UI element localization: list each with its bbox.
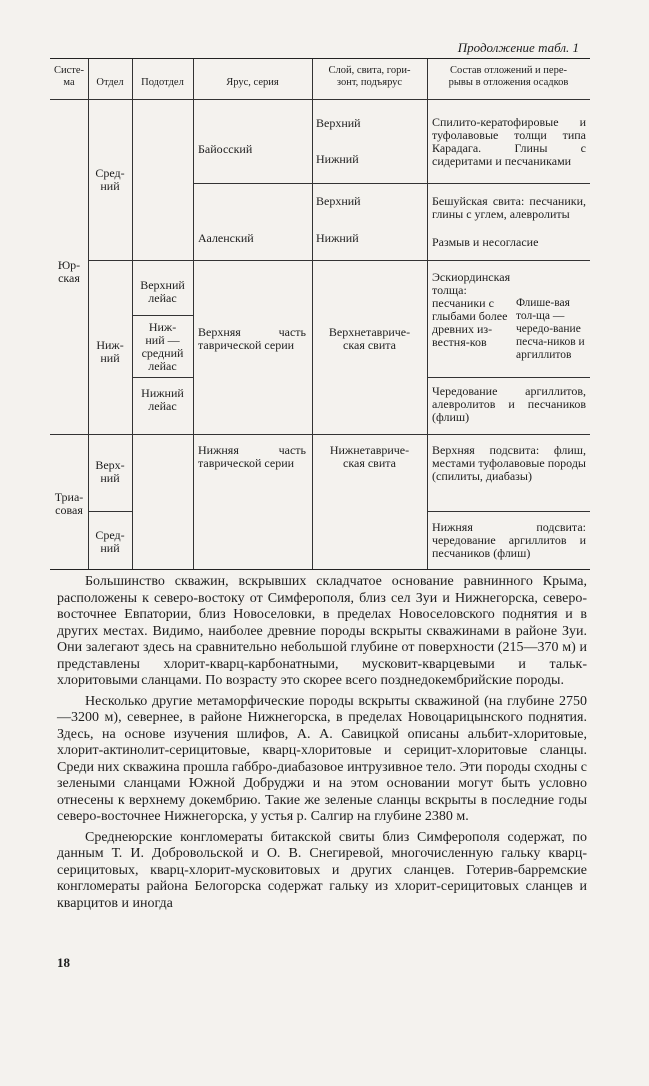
composition-flysch-band: Флише-вая тол-ща — чередо-вание песча-ников и аргиллитов [516, 297, 585, 361]
stage-bajocian: Байосский [198, 142, 253, 156]
layer-bajocian-lower: Нижний [316, 152, 359, 166]
paragraph-1: Большинство скважин, вскрывших складчатое основание равнинного Крыма, расположены к северо-востоку от Симферополя, близ сел Зуи и Нижнегорска, северо-восточнее Евпатории, близ Новоселовки, в пределах Новоселовского поднятия и в других местах. Видимо, наиболее древние породы вскрыты скважинами в районе Зуи. Они залегают здесь на сравнительно небольшой глубине от поверхности (215—370 м) и представлены хлорит-кварц-карбонатными, мусковит-кварцевыми и тальк-хлоритовыми сланцами. По возрасту это скорее всего позднедокембрийские породы. [57, 574, 587, 688]
paragraph-2: Несколько другие метаморфические породы вскрыты скважиной (на глубине 2750—3200 м), севернее, в районе Нижнегорска, в пределах Новоцарицынского поднятия. Здесь, на основе изучения шлифов, А. А. Савицкой описаны альбит-хлоритовые, хлорит-актинолит-серицитовые, кварц-хлоритовые и серицит-хлоритовые сланцы. Среди них скважина прошла габбро-диабазовое интрузивное тело. Эти породы сходны с зелеными сланцами Южной Добруджи и на этом основании могут быть условно отнесены к верхнему докембрию. Такие же зеленые сланцы вскрыты в последние годы северо-восточнее Нижнегорска, у устья р. Салгир на глубине 2380 м. [57, 693, 587, 824]
section-lower-jurassic: Ниж- ний [96, 338, 124, 365]
composition-lower-subsuite: Нижняя подсвита: чередование аргиллитов и песчаников (флиш) [432, 520, 586, 560]
header-stage: Ярус, серия [226, 77, 279, 88]
composition-lower-flysch: Чередование аргиллитов, алевролитов и песчаников (флиш) [432, 384, 586, 424]
layer-lower-taurian-suite: Нижнетавриче- ская свита [329, 443, 410, 470]
header-subsection: Подотдел [141, 77, 184, 88]
composition-aalenian-suite: Бешуйская свита: песчаники, глины с углем, алевролиты [432, 194, 586, 221]
subsection-lower-lias: Нижний лейас [141, 386, 184, 413]
table-continuation-caption: Продолжение табл. 1 [457, 40, 579, 55]
subsection-lower-middle-lias: Ниж- ний — средний лейас [141, 320, 184, 373]
composition-aalenian-erosion: Размыв и несогласие [432, 235, 539, 249]
layer-aalenian-upper: Верхний [316, 194, 361, 208]
header-section: Отдел [96, 77, 124, 88]
composition-upper-subsuite: Верхняя подсвита: флиш, местами туфолавовые породы (спилиты, диабазы) [432, 443, 586, 483]
section-upper-triassic: Верх- ний [95, 458, 125, 485]
composition-bajocian: Спилито-кератофировые и туфолавовые толщи типа Карадага. Глины с сидеритами и песчаниками [432, 115, 586, 168]
stage-aalenian: Ааленский [198, 231, 254, 245]
layer-aalenian-lower: Нижний [316, 231, 359, 245]
header-system: Систе- ма [53, 65, 85, 88]
subsection-upper-lias: Верхний лейас [140, 278, 185, 305]
stratigraphy-table [50, 58, 590, 570]
page-number: 18 [57, 955, 70, 970]
paragraph-3: Среднеюрские конгломераты битакской свиты близ Симферополя содержат, по данным Т. И. Добровольской и О. В. Снегиревой, многочисленную гальку кварц-серицитовых, кварц-хлорит-мусковитовых и других сланцев. Готерив-барремские конгломераты района Белогорска содержат гальку из хлорит-серицитовых сланцев и кварцитов и иногда [57, 829, 587, 911]
header-composition: Состав отложений и пере- рывы в отложения осадков [448, 65, 569, 88]
section-middle-triassic: Сред- ний [95, 528, 125, 555]
system-jurassic: Юр- ская [57, 258, 81, 285]
stage-lower-taurian: Нижняя часть таврической серии [198, 443, 306, 470]
header-layer: Слой, свита, гори- зонт, подъярус [328, 65, 411, 88]
section-middle-jurassic: Сред- ний [95, 166, 125, 193]
stage-upper-taurian: Верхняя часть таврической серии [198, 325, 306, 352]
layer-bajocian-upper: Верхний [316, 116, 361, 130]
system-triassic: Триа- совая [54, 490, 84, 517]
composition-eskiorda: Эскиординская толща: песчаники с глыбами более древних из-вестня-ков [432, 270, 511, 349]
body-text [57, 574, 587, 916]
layer-upper-taurian-suite: Верхнетавриче- ская свита [328, 325, 411, 352]
